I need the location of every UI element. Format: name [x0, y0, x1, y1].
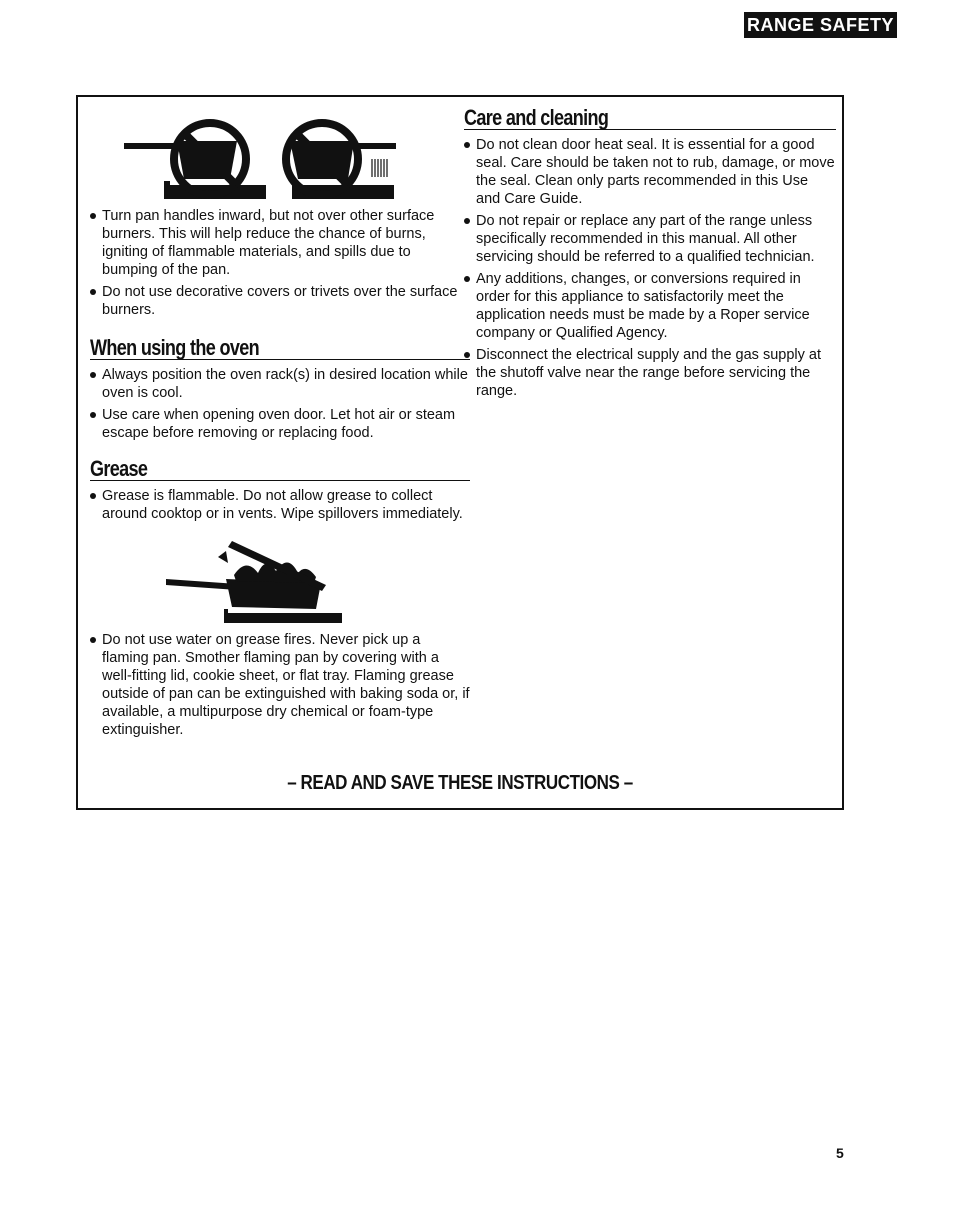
list-item: Do not repair or replace any part of the range unless specifically recommended in this manual. All other servicing should be referred to a qualified technician. — [464, 212, 836, 266]
care-bullets — [464, 136, 836, 400]
pan-handle-warning-illustration — [122, 111, 402, 203]
safety-box — [76, 95, 844, 810]
grease-heading: Grease — [90, 456, 148, 481]
grease-bullets — [90, 487, 470, 523]
pan-handle-bullets — [90, 207, 470, 319]
list-item: Do not clean door heat seal. It is essential for a good seal. Care should be taken not to rub, damage, or move the seal. Clean only parts recommended in this Use and Care Guide. — [464, 136, 836, 208]
oven-heading: When using the oven — [90, 335, 259, 360]
list-item: Turn pan handles inward, but not over other surface burners. This will help reduce the chance of burns, igniting of flammable materials, and spills due to bumping of the pan. — [90, 207, 470, 279]
grease-fire-bullets — [90, 631, 470, 739]
section-tab: RANGE SAFETY — [744, 12, 897, 38]
list-item: Do not use water on grease fires. Never pick up a flaming pan. Smother flaming pan by covering with a well-fitting lid, cookie sheet, or flat tray. Flaming grease outside of pan can be extinguished with baking soda or, if available, a multipurpose dry chemical or foam-type extinguisher. — [90, 631, 470, 739]
list-item: Any additions, changes, or conversions required in order for this appliance to satisfactorily meet the application needs must be made by a Roper service company or Qualified Agency. — [464, 270, 836, 342]
list-item: Disconnect the electrical supply and the gas supply at the shutoff valve near the range before servicing the range. — [464, 346, 836, 400]
page-number: 5 — [836, 1145, 844, 1161]
list-item: Always position the oven rack(s) in desired location while oven is cool. — [90, 366, 470, 402]
read-and-save-note: – READ AND SAVE THESE INSTRUCTIONS – — [287, 772, 633, 794]
oven-bullets — [90, 366, 470, 442]
list-item: Grease is flammable. Do not allow grease to collect around cooktop or in vents. Wipe spillovers immediately. — [90, 487, 470, 523]
list-item: Use care when opening oven door. Let hot air or steam escape before removing or replacing food. — [90, 406, 470, 442]
grease-fire-illustration — [166, 527, 346, 627]
list-item: Do not use decorative covers or trivets over the surface burners. — [90, 283, 470, 319]
care-heading: Care and cleaning — [464, 105, 609, 130]
